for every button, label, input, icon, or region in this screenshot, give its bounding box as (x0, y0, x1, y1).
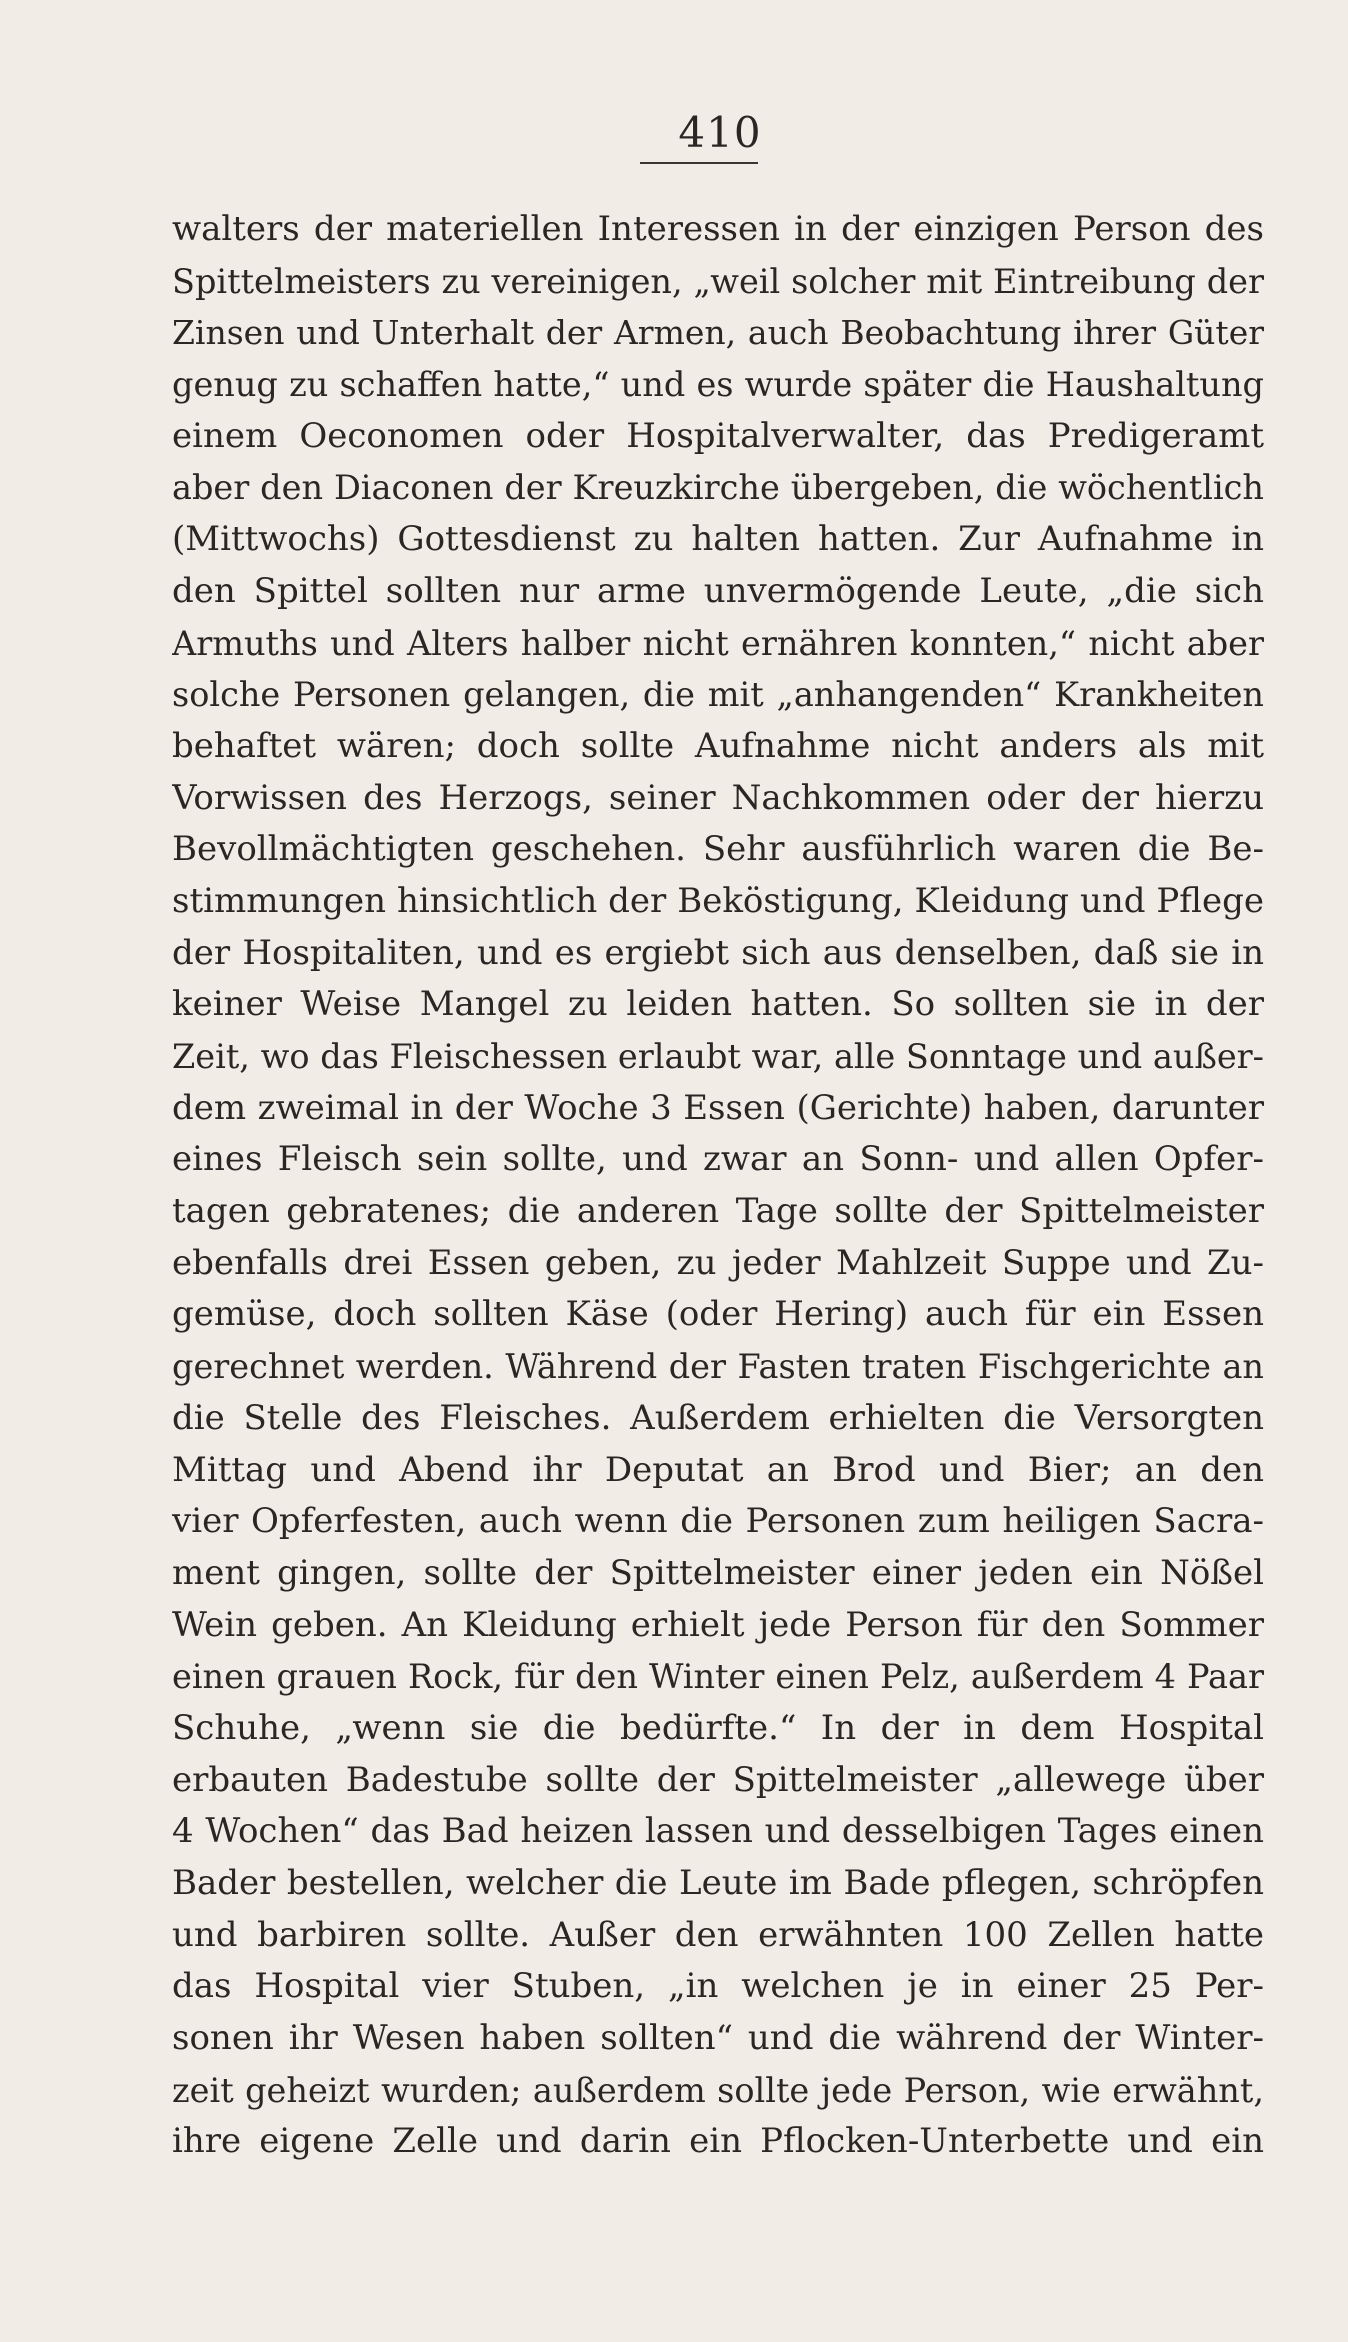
text-line: genug zu schaffen hatte,“ und es wurde später die Haushaltung (172, 365, 1264, 405)
text-line: Spittelmeisters zu vereinigen, „weil solcher mit Eintreibung der (172, 261, 1264, 301)
text-line: aber den Diaconen der Kreuzkirche übergeben, die wöchentlich (172, 468, 1264, 508)
text-line: einen grauen Rock, für den Winter einen Pelz, außerdem 4 Paar (172, 1657, 1264, 1697)
text-line: Bader bestellen, welcher die Leute im Bade pflegen, schröpfen (172, 1863, 1264, 1903)
text-line: zeit geheizt wurden; außerdem sollte jede Person, wie erwähnt, (172, 2070, 1264, 2110)
text-line: Zeit, wo das Fleischessen erlaubt war, alle Sonntage und außer- (172, 1037, 1264, 1076)
text-line: eines Fleisch sein sollte, und zwar an Sonn- und allen Opfer- (172, 1139, 1264, 1180)
text-line: Armuths und Alters halber nicht ernähren konnten,“ nicht aber (172, 623, 1264, 663)
text-line: das Hospital vier Stuben, „in welchen je in einer 25 Per- (172, 1966, 1264, 2007)
body-text (172, 204, 1264, 2168)
text-line: vier Opferfesten, auch wenn die Personen zum heiligen Sacra- (172, 1501, 1264, 1542)
page-number: 410 (678, 108, 762, 157)
text-line: tagen gebratenes; die anderen Tage sollte der Spittelmeister (172, 1191, 1264, 1232)
text-line: behaftet wären; doch sollte Aufnahme nicht anders als mit (172, 725, 1264, 766)
text-line: ihre eigene Zelle und darin ein Pflocken-Unterbette und ein (172, 2121, 1264, 2162)
text-line: stimmungen hinsichtlich der Beköstigung, Kleidung und Pflege (172, 880, 1264, 921)
text-line: einem Oeconomen oder Hospitalverwalter, das Predigeramt (172, 415, 1264, 456)
text-line: sonen ihr Wesen haben sollten“ und die während der Winter- (172, 2018, 1264, 2059)
text-line: Mittag und Abend ihr Deputat an Brod und Bier; an den (172, 1449, 1264, 1490)
text-line: den Spittel sollten nur arme unvermögende Leute, „die sich (172, 570, 1264, 611)
text-line: (Mittwochs) Gottesdienst zu halten hatten. Zur Aufnahme in (172, 519, 1264, 560)
text-line: die Stelle des Fleisches. Außerdem erhielten die Versorgten (172, 1397, 1264, 1438)
text-line: der Hospitaliten, und es ergiebt sich aus denselben, daß sie in (172, 932, 1264, 973)
text-line: und barbiren sollte. Außer den erwähnten 100 Zellen hatte (172, 1914, 1264, 1955)
text-line: gemüse, doch sollten Käse (oder Hering) auch für ein Essen (172, 1294, 1264, 1335)
text-line: erbauten Badestube sollte der Spittelmeister „allewege über (172, 1759, 1264, 1800)
text-line: gerechnet werden. Während der Fasten traten Fischgerichte an (172, 1347, 1264, 1387)
text-line: Schuhe, „wenn sie die bedürfte.“ In der in dem Hospital (172, 1707, 1264, 1748)
text-line: walters der materiellen Interessen in der einzigen Person des (172, 209, 1264, 249)
text-line: dem zweimal in der Woche 3 Essen (Gerichte) haben, darunter (172, 1087, 1264, 1128)
text-line: solche Personen gelangen, die mit „anhangenden“ Krankheiten (172, 675, 1264, 715)
text-line: ment gingen, sollte der Spittelmeister einer jeden ein Nößel (172, 1552, 1264, 1593)
text-line: Wein geben. An Kleidung erhielt jede Person für den Sommer (172, 1604, 1264, 1645)
page-number-rule (640, 162, 758, 164)
text-line: ebenfalls drei Essen geben, zu jeder Mahlzeit Suppe und Zu- (172, 1242, 1264, 1283)
text-line: keiner Weise Mangel zu leiden hatten. So sollten sie in der (172, 984, 1264, 1025)
text-line: Vorwissen des Herzogs, seiner Nachkommen oder der hierzu (172, 777, 1264, 818)
text-line: Zinsen und Unterhalt der Armen, auch Beobachtung ihrer Güter (172, 313, 1264, 353)
text-line: 4 Wochen“ das Bad heizen lassen und desselbigen Tages einen (172, 1811, 1264, 1852)
text-line: Bevollmächtigten geschehen. Sehr ausführlich waren die Be- (172, 829, 1264, 870)
